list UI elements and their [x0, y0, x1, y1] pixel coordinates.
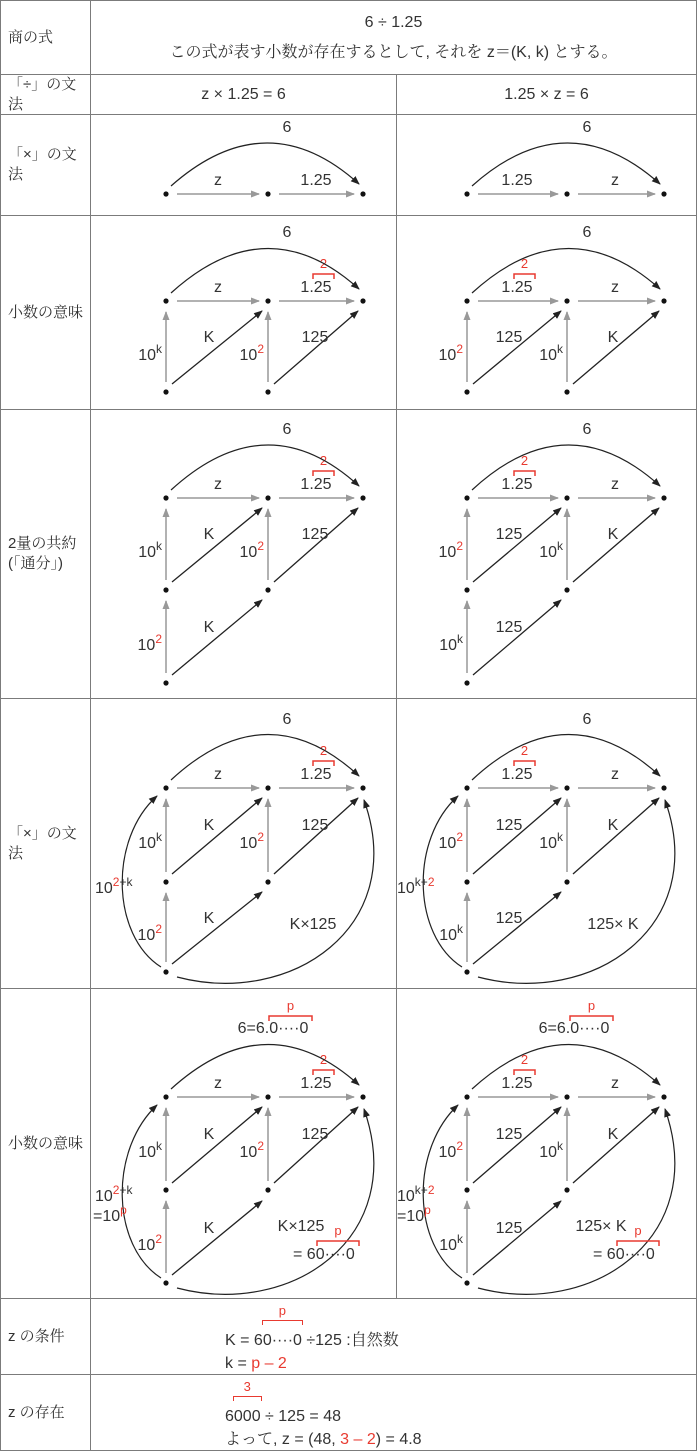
- graph-node-dot: [464, 389, 469, 394]
- row-multiplication-grammar-1: [1, 114, 696, 215]
- formula-post: ÷125 :自然数: [301, 1332, 399, 1349]
- graph-node-dot: [564, 879, 569, 884]
- digit-count-label: 2: [520, 256, 529, 271]
- diagram-label: $10^2$: [239, 830, 264, 852]
- diagram-label: $=10^p$: [93, 1203, 127, 1225]
- diagram-decimal-meaning2-left: [91, 989, 396, 1298]
- diagram-label: 125: [301, 526, 329, 543]
- digit-count-label: 2: [319, 743, 328, 758]
- graph-node-dot: [265, 879, 270, 884]
- diagram-label: 10$^k$: [439, 1232, 463, 1254]
- diagram-label: $10^{k+}2$: [397, 1183, 435, 1205]
- graph-node-dot: [163, 1094, 168, 1099]
- diagram-mult-grammar2-left: [91, 699, 396, 988]
- diagram-label: K: [203, 329, 215, 346]
- diagram-label: 1.25: [501, 476, 533, 493]
- graph-node-dot: [360, 1094, 365, 1099]
- diagram-label: $10^2$: [239, 539, 264, 561]
- row-label-decimal-meaning-2: [1, 989, 91, 1298]
- graph-node-dot: [360, 191, 365, 196]
- graph-node-dot: [564, 587, 569, 592]
- formula-pre: K = 6: [225, 1332, 263, 1349]
- row-division-grammar: [1, 74, 696, 114]
- row-label-common-measure: [1, 410, 91, 698]
- diagram-label: K: [203, 526, 215, 543]
- diagram-label: $10^2+k$: [95, 1183, 133, 1205]
- graph-node-dot: [163, 298, 168, 303]
- quotient-cell: [91, 1, 696, 74]
- graph-node-dot: [464, 1280, 469, 1285]
- arrow: [473, 600, 561, 675]
- graph-node-dot: [265, 1187, 270, 1192]
- row-label-text: 2量の共約: [8, 535, 77, 552]
- diagram-label: 6: [582, 224, 592, 241]
- row-label-text: 「×」の文法: [8, 824, 77, 862]
- row-decimal-meaning-1: [1, 215, 696, 409]
- diagram-label: z: [611, 1075, 619, 1092]
- diagram-label: K: [203, 817, 215, 834]
- diagram-svg: [91, 699, 396, 988]
- diagram-label: 1.25: [501, 172, 533, 189]
- row-label-text: z の存在: [8, 1403, 65, 1421]
- graph-node-dot: [265, 389, 270, 394]
- digit-count-label: 3: [243, 1379, 251, 1394]
- diagram-label: 10$^k$: [138, 539, 162, 561]
- row-label-text: z の条件: [8, 1327, 65, 1345]
- diagram-label: 125: [495, 619, 523, 636]
- digit-count-label: 2: [520, 453, 529, 468]
- graph-node-dot: [661, 191, 666, 196]
- arrow: [172, 600, 262, 675]
- graph-node-dot: [163, 680, 168, 685]
- digit-count-label: 2: [319, 453, 328, 468]
- formula-line-2: [225, 1428, 696, 1451]
- diagram-label: $10^2$: [137, 1232, 162, 1254]
- quotient-expression: 6 ÷ 1.25: [364, 13, 423, 31]
- arc-arrow: [472, 1044, 660, 1089]
- diagram-label: 125: [301, 329, 329, 346]
- diagram-decimal-meaning-right: [396, 216, 696, 409]
- row-quotient-formula: [1, 1, 696, 74]
- diagram-label: z: [214, 1075, 222, 1092]
- diagram-common-measure-left: [91, 410, 396, 698]
- graph-node-dot: [360, 785, 365, 790]
- arrow: [473, 1201, 561, 1275]
- graph-node-dot: [163, 785, 168, 790]
- diagram-decimal-meaning-left: [91, 216, 396, 409]
- formula-line-1: [225, 1303, 696, 1352]
- row-z-existence: [1, 1374, 696, 1450]
- graph-node-dot: [464, 191, 469, 196]
- graph-node-dot: [265, 785, 270, 790]
- division-grammar-left: z × 1.25 = 6: [201, 85, 286, 103]
- graph-node-dot: [163, 191, 168, 196]
- diagram-label: 6: [282, 711, 292, 728]
- row-label-z-condition: [1, 1299, 91, 1374]
- graph-node-dot: [163, 389, 168, 394]
- diagram-label: 1.25: [300, 476, 332, 493]
- diagram-label: z: [611, 476, 619, 493]
- graph-node-dot: [163, 969, 168, 974]
- diagram-label: 6: [282, 421, 292, 438]
- arrow: [172, 1201, 262, 1275]
- diagram-label: 6: [582, 421, 592, 438]
- diagram-label: K: [203, 910, 215, 927]
- diagram-svg: [397, 989, 695, 1298]
- row-label-text: 商の式: [8, 28, 54, 46]
- diagram-label: = 60····0: [593, 1246, 655, 1263]
- formula-post: ) = 4.8: [375, 1431, 422, 1448]
- graph-node-dot: [265, 1094, 270, 1099]
- diagram-label: $10^2$: [438, 1139, 463, 1161]
- formula-pre: k =: [225, 1355, 252, 1372]
- z-existence-cell: [91, 1375, 696, 1450]
- diagram-svg: [397, 410, 695, 698]
- graph-node-dot: [163, 879, 168, 884]
- diagram-label: 6=6.0····0: [237, 1020, 309, 1037]
- diagram-label: K: [607, 817, 619, 834]
- diagram-label: K: [203, 619, 215, 636]
- diagram-label: 125× K: [575, 1218, 627, 1235]
- diagram-label: z: [214, 172, 222, 189]
- graph-node-dot: [163, 495, 168, 500]
- diagram-svg: [397, 115, 695, 215]
- arrow: [274, 311, 358, 384]
- formula-line-2: [225, 1352, 696, 1375]
- diagram-label: 125: [301, 1126, 329, 1143]
- diagram-label: 125: [301, 817, 329, 834]
- arrow: [172, 892, 262, 964]
- graph-node-dot: [163, 1280, 168, 1285]
- arrow: [573, 311, 659, 384]
- diagram-label: 6: [582, 119, 592, 136]
- diagram-label: 6: [282, 224, 292, 241]
- diagram-label: $10^2$: [239, 1139, 264, 1161]
- diagram-label: z: [611, 172, 619, 189]
- diagram-svg: [91, 216, 396, 409]
- diagram-label: 125× K: [587, 916, 639, 933]
- z-condition-cell: [91, 1299, 696, 1374]
- formula-red-part: 3 – 2: [340, 1431, 376, 1448]
- graph-node-dot: [661, 1094, 666, 1099]
- graph-node-dot: [464, 298, 469, 303]
- diagram-label: 10$^k$: [539, 830, 563, 852]
- digit-count-label: 2: [520, 743, 529, 758]
- graph-node-dot: [265, 191, 270, 196]
- row-label-text: 小数の意味: [8, 1134, 84, 1152]
- graph-node-dot: [464, 495, 469, 500]
- diagram-label: 1.25: [501, 766, 533, 783]
- row-multiplication-grammar-2: [1, 698, 696, 988]
- graph-node-dot: [564, 1094, 569, 1099]
- digit-count-label: p: [278, 1303, 286, 1318]
- diagram-svg: [91, 115, 396, 215]
- arc-arrow: [472, 248, 660, 293]
- arc-arrow: [472, 734, 660, 780]
- formula-pre: 6: [225, 1408, 234, 1425]
- row-z-condition: [1, 1298, 696, 1374]
- z-condition-formulas: [91, 1299, 696, 1375]
- row-label-text: 「÷」の文法: [8, 75, 77, 113]
- diagram-svg: [91, 989, 396, 1298]
- graph-node-dot: [265, 587, 270, 592]
- diagram-label: 125: [495, 910, 523, 927]
- diagram-label: K: [607, 1126, 619, 1143]
- digit-count-bracket: [262, 1320, 303, 1325]
- diagram-decimal-meaning2-right: [396, 989, 696, 1298]
- quotient-assumption: この式が表す小数が存在するとして, それを z＝(K, k) とする。: [169, 43, 618, 61]
- graph-node-dot: [265, 298, 270, 303]
- diagram-label: $10^{k+}2$: [397, 875, 435, 897]
- graph-node-dot: [564, 191, 569, 196]
- diagram-label: 1.25: [300, 766, 332, 783]
- arrow: [573, 508, 659, 582]
- diagram-label: K×125: [289, 916, 337, 933]
- graph-node-dot: [360, 298, 365, 303]
- digit-count-label: p: [334, 1223, 342, 1238]
- diagram-label: $10^2$: [438, 830, 463, 852]
- graph-node-dot: [360, 495, 365, 500]
- graph-node-dot: [564, 495, 569, 500]
- diagram-label: $10^2$: [137, 632, 162, 654]
- diagram-label: 125: [495, 329, 523, 346]
- diagram-label: K: [607, 526, 619, 543]
- diagram-label: 10$^k$: [138, 342, 162, 364]
- diagram-label: 6: [582, 711, 592, 728]
- diagram-label: z: [611, 279, 619, 296]
- diagram-label: 1.25: [501, 279, 533, 296]
- digit-count-label: p: [587, 998, 596, 1013]
- diagram-label: 10$^k$: [138, 830, 162, 852]
- diagram-label: z: [214, 766, 222, 783]
- digit-bracket-group: [262, 1303, 302, 1352]
- diagram-label: = 60····0: [293, 1246, 355, 1263]
- diagram-label: 125: [495, 1126, 523, 1143]
- diagram-label: 125: [495, 817, 523, 834]
- arrow: [274, 1107, 358, 1183]
- arrow: [274, 798, 358, 874]
- graph-node-dot: [564, 785, 569, 790]
- diagram-label: K×125: [277, 1218, 325, 1235]
- row-label-multiplication-grammar-2: [1, 699, 91, 988]
- diagram-label: $10^2$: [438, 342, 463, 364]
- diagram-label: 6: [282, 119, 292, 136]
- diagram-label: z: [611, 766, 619, 783]
- diagram-label: K: [203, 1126, 215, 1143]
- graph-node-dot: [464, 969, 469, 974]
- diagram-svg: [397, 216, 695, 409]
- diagram-svg: [397, 699, 695, 988]
- diagram-label: $10^2$: [438, 539, 463, 561]
- diagram-mult-grammar-right: [396, 115, 696, 215]
- digit-count-label: 2: [319, 1052, 328, 1067]
- arrow: [573, 1107, 659, 1183]
- row-label-text: 「×」の文法: [8, 146, 77, 183]
- z-existence-formulas: [91, 1375, 696, 1451]
- graph-node-dot: [564, 389, 569, 394]
- diagram-label: $10^2$: [239, 342, 264, 364]
- graph-node-dot: [661, 785, 666, 790]
- diagram-label: 1.25: [300, 172, 332, 189]
- graph-node-dot: [265, 495, 270, 500]
- diagram-label: 1.25: [501, 1075, 533, 1092]
- row-label-text: 小数の意味: [8, 303, 84, 321]
- division-grammar-right: 1.25 × z = 6: [396, 75, 696, 114]
- diagram-mult-grammar2-right: [396, 699, 696, 988]
- diagram-common-measure-right: [396, 410, 696, 698]
- graph-node-dot: [464, 1187, 469, 1192]
- formula-red-part: p – 2: [251, 1355, 287, 1372]
- digit-count-bracket: [233, 1396, 262, 1401]
- diagram-label: 1.25: [300, 1075, 332, 1092]
- diagram-label: z: [214, 279, 222, 296]
- graph-node-dot: [464, 680, 469, 685]
- graph-node-dot: [464, 1094, 469, 1099]
- graph-node-dot: [564, 298, 569, 303]
- diagram-label: 10$^k$: [439, 632, 463, 654]
- row-label-quotient: [1, 1, 91, 74]
- graph-node-dot: [661, 298, 666, 303]
- row-common-measure: [1, 409, 696, 698]
- arrow: [274, 508, 358, 582]
- diagram-label: K: [203, 1220, 215, 1237]
- zeros-run: 0····0: [262, 1332, 302, 1349]
- diagram-label: K: [607, 329, 619, 346]
- diagram-svg: [91, 410, 396, 698]
- diagram-label: z: [214, 476, 222, 493]
- formula-post: ÷ 125 = 48: [260, 1408, 342, 1425]
- digit-count-label: p: [286, 998, 295, 1013]
- row-decimal-meaning-2: [1, 988, 696, 1298]
- formula-pre: よって, z = (48,: [225, 1431, 341, 1448]
- diagram-label: 6=6.0····0: [538, 1020, 610, 1037]
- row-label-text-2: (「通分」): [8, 555, 63, 572]
- row-label-division-grammar: [1, 75, 91, 114]
- diagram-label: $10^2+k$: [95, 875, 133, 897]
- diagram-mult-grammar-left: [91, 115, 396, 215]
- diagram-label: $=10^p$: [397, 1203, 431, 1225]
- diagram-label: 10$^k$: [539, 1139, 563, 1161]
- row-label-decimal-meaning-1: [1, 216, 91, 409]
- graph-node-dot: [464, 587, 469, 592]
- graph-node-dot: [564, 1187, 569, 1192]
- arc-arrow: [472, 143, 660, 186]
- formula-line-1: [225, 1379, 696, 1428]
- zeros-run: 000: [233, 1408, 261, 1425]
- diagram-label: 10$^k$: [539, 539, 563, 561]
- digit-count-label: 2: [520, 1052, 529, 1067]
- digit-bracket-group: [233, 1379, 261, 1428]
- graph-node-dot: [661, 495, 666, 500]
- digit-count-label: p: [634, 1223, 642, 1238]
- arrow: [473, 892, 561, 964]
- diagram-label: 10$^k$: [439, 922, 463, 944]
- diagram-label: 125: [495, 526, 523, 543]
- diagram-label: $10^2$: [137, 922, 162, 944]
- graph-node-dot: [163, 587, 168, 592]
- row-label-multiplication-grammar-1: [1, 115, 91, 215]
- diagram-label: 125: [495, 1220, 523, 1237]
- arrow: [573, 798, 659, 874]
- graph-node-dot: [163, 1187, 168, 1192]
- row-label-z-existence: [1, 1375, 91, 1450]
- diagram-label: 10$^k$: [138, 1139, 162, 1161]
- graph-node-dot: [464, 785, 469, 790]
- diagram-label: 10$^k$: [539, 342, 563, 364]
- arc-arrow: [472, 445, 660, 490]
- diagram-label: 1.25: [300, 279, 332, 296]
- graph-node-dot: [464, 879, 469, 884]
- digit-count-label: 2: [319, 256, 328, 271]
